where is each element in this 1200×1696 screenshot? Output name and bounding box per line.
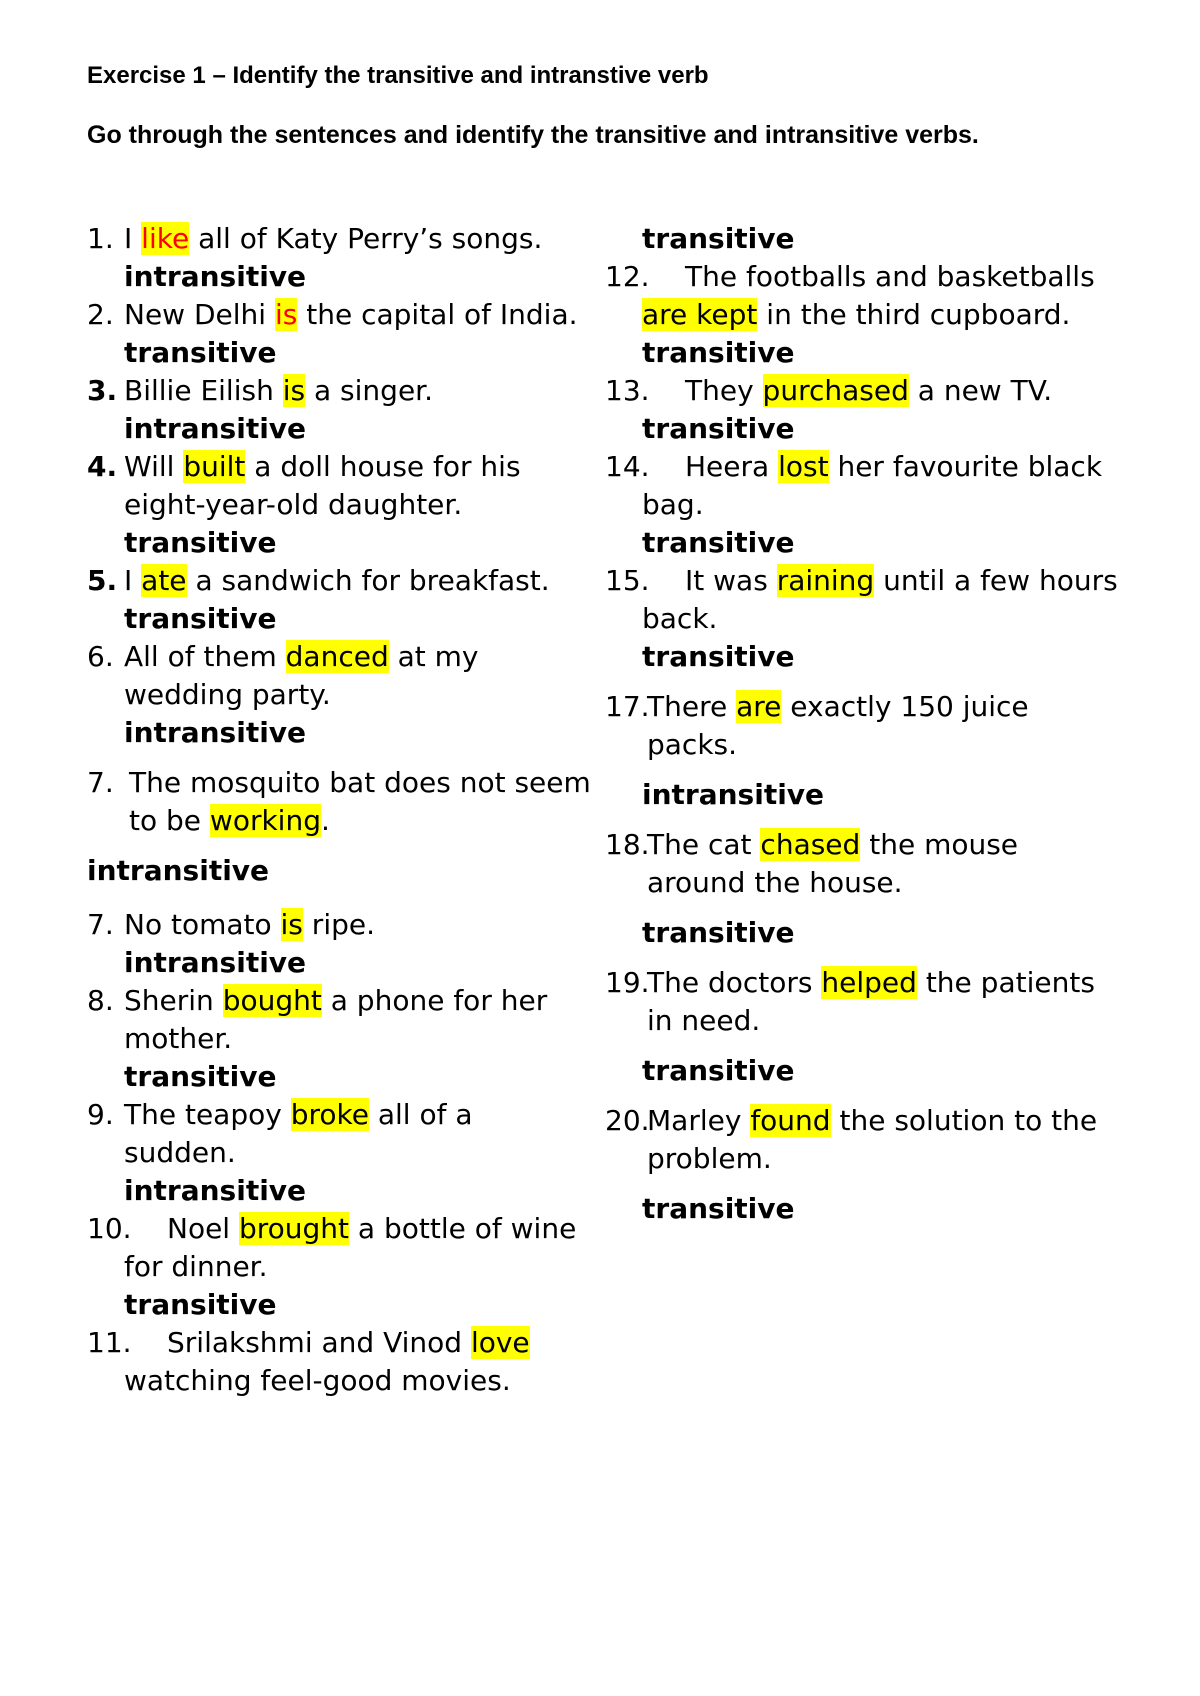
sentence-end: a phone for her mother. — [124, 984, 548, 1055]
sentence-start: Sherin — [124, 984, 223, 1017]
verb-highlight: danced — [285, 640, 389, 673]
sentence-start: They — [685, 374, 763, 407]
exercise-item — [605, 448, 1125, 562]
sentence — [87, 982, 592, 1058]
exercise-item — [87, 220, 592, 296]
answer-label: transitive — [642, 1054, 795, 1087]
exercise-title: Exercise 1 – Identify the transitive and intranstive verb — [87, 62, 709, 89]
item-number: 3. — [87, 374, 118, 407]
sentence-end: the patients in need. — [647, 966, 1095, 1037]
sentence-end: watching feel-good movies. — [124, 1364, 511, 1397]
sentence — [87, 220, 592, 258]
answer-label: intransitive — [124, 946, 307, 979]
answer-label: transitive — [642, 916, 795, 949]
verb-highlight: is — [280, 908, 303, 941]
exercise-item — [605, 372, 1125, 448]
sentence-end: in the third cupboard. — [757, 298, 1071, 331]
exercise-item — [87, 1210, 592, 1324]
item-number: 12. — [605, 260, 650, 293]
sentence-end: until a few hours back. — [642, 564, 1118, 635]
answer-label: intransitive — [124, 412, 307, 445]
sentence-end: a bottle of wine for dinner. — [124, 1212, 577, 1283]
sentence-start: It was — [685, 564, 777, 597]
sentence — [605, 826, 1125, 902]
sentence — [87, 372, 592, 410]
sentence — [87, 1096, 592, 1172]
sentence-end: a sandwich for breakfast. — [186, 564, 550, 597]
sentence — [605, 258, 1125, 334]
item-number: 7. — [87, 908, 114, 941]
sentence-start: There — [647, 690, 737, 723]
exercise-item — [87, 1324, 592, 1400]
exercise-item — [87, 448, 592, 562]
verb-highlight: built — [183, 450, 246, 483]
exercise-item — [87, 562, 592, 638]
right-column — [605, 220, 1125, 1228]
exercise-instruction: Go through the sentences and identify the transitive and intransitive verbs. — [87, 121, 979, 149]
item-number: 1. — [87, 222, 114, 255]
sentence-end: exactly 150 juice packs. — [647, 690, 1029, 761]
verb-highlight: chased — [760, 828, 861, 861]
sentence-end: a new TV. — [908, 374, 1053, 407]
answer-label: transitive — [124, 336, 277, 369]
answer-label: transitive — [642, 526, 795, 559]
sentence-start: No tomato — [124, 908, 281, 941]
sentence-end: the capital of India. — [297, 298, 578, 331]
item-number: 18. — [605, 828, 650, 861]
sentence — [87, 638, 592, 714]
sentence-start: The doctors — [647, 966, 822, 999]
sentence-start: The cat — [647, 828, 761, 861]
item-number: 6. — [87, 640, 114, 673]
item-number: 2. — [87, 298, 114, 331]
verb-highlight: are — [736, 690, 782, 723]
item-number: 15. — [605, 564, 650, 597]
sentence-end: . — [320, 804, 330, 837]
sentence — [605, 562, 1125, 638]
sentence-end: at my wedding party. — [124, 640, 479, 711]
sentence — [605, 688, 1125, 764]
sentence-start: I — [124, 222, 142, 255]
exercise-item — [87, 372, 592, 448]
sentence-start: All of them — [124, 640, 286, 673]
sentence-start: The teapoy — [124, 1098, 291, 1131]
exercise-item — [605, 258, 1125, 372]
sentence — [87, 448, 592, 524]
sentence-end: a singer. — [305, 374, 434, 407]
item-number: 17. — [605, 690, 650, 723]
item-number: 5. — [87, 564, 118, 597]
verb-highlight: are kept — [642, 298, 758, 331]
sentence — [87, 764, 592, 840]
item-number: 4. — [87, 450, 118, 483]
sentence-start: New Delhi — [124, 298, 275, 331]
answer-label: transitive — [642, 412, 795, 445]
answer-label: transitive — [124, 1060, 277, 1093]
sentence — [87, 296, 592, 334]
item-number: 20. — [605, 1104, 650, 1137]
sentence-end: ripe. — [302, 908, 375, 941]
exercise-item — [605, 562, 1125, 676]
sentence-start: Will — [124, 450, 184, 483]
verb-highlight: found — [750, 1104, 831, 1137]
item-number: 13. — [605, 374, 650, 407]
sentence — [605, 448, 1125, 524]
answer-label: intransitive — [124, 260, 307, 293]
exercise-item — [605, 826, 1125, 952]
verb-highlight: bought — [222, 984, 322, 1017]
sentence — [87, 906, 592, 944]
exercise-item — [87, 906, 592, 982]
exercise-item — [605, 688, 1125, 814]
answer-label: transitive — [642, 640, 795, 673]
sentence-end: the solution to the problem. — [647, 1104, 1098, 1175]
exercise-item — [87, 638, 592, 752]
verb-highlight: love — [470, 1326, 530, 1359]
answer-label: transitive — [642, 1192, 795, 1225]
sentence-start: Noel — [167, 1212, 239, 1245]
sentence-start: Billie Eilish — [124, 374, 283, 407]
item-number: 19. — [605, 966, 650, 999]
sentence — [605, 1102, 1125, 1178]
sentence-start: The mosquito bat does not seem to be — [129, 766, 591, 837]
answer-label: transitive — [124, 602, 277, 635]
sentence — [605, 964, 1125, 1040]
verb-highlight: is — [274, 298, 298, 331]
exercise-item — [605, 964, 1125, 1090]
answer-label: transitive — [642, 336, 795, 369]
verb-highlight: is — [282, 374, 306, 407]
verb-highlight: like — [141, 222, 190, 255]
answer-label: intransitive — [642, 778, 825, 811]
item-number: 14. — [605, 450, 650, 483]
exercise-item — [87, 982, 592, 1096]
verb-highlight: purchased — [762, 374, 909, 407]
sentence-start: Srilakshmi and Vinod — [167, 1326, 471, 1359]
verb-highlight: lost — [778, 450, 829, 483]
exercise-item — [605, 1102, 1125, 1228]
item-number: 8. — [87, 984, 114, 1017]
exercise-item — [87, 764, 592, 890]
answer-label: intransitive — [124, 716, 307, 749]
answer-label: transitive — [124, 1288, 277, 1321]
item-number: 10. — [87, 1212, 132, 1245]
verb-highlight: working — [209, 804, 321, 837]
item-number: 11. — [87, 1326, 132, 1359]
exercise-item — [87, 296, 592, 372]
verb-highlight: helped — [821, 966, 917, 999]
answer-label: transitive — [124, 526, 277, 559]
verb-highlight: ate — [141, 564, 187, 597]
verb-highlight: broke — [290, 1098, 369, 1131]
answer-label: intransitive — [124, 1174, 307, 1207]
sentence-end: the mouse around the house. — [647, 828, 1019, 899]
sentence — [87, 1210, 592, 1286]
sentence-start: Marley — [647, 1104, 751, 1137]
answer-11: transitive — [642, 222, 795, 255]
sentence — [605, 372, 1125, 410]
item-number: 9. — [87, 1098, 114, 1131]
sentence-end: all of a sudden. — [124, 1098, 473, 1169]
exercise-item — [87, 1096, 592, 1210]
sentence-start: I — [124, 564, 142, 597]
sentence-end: her favourite black bag. — [642, 450, 1103, 521]
sentence — [87, 1324, 592, 1400]
sentence — [87, 562, 592, 600]
left-column — [87, 220, 592, 1400]
verb-highlight: brought — [238, 1212, 350, 1245]
verb-highlight: raining — [776, 564, 875, 597]
sentence-start: The footballs and basketballs — [685, 260, 1095, 293]
item-number: 7. — [87, 766, 114, 799]
sentence-end: all of Katy Perry’s songs. — [189, 222, 543, 255]
sentence-start: Heera — [685, 450, 779, 483]
sentence-end: a doll house for his eight-year-old daughter. — [124, 450, 521, 521]
answer-label: intransitive — [87, 854, 270, 887]
